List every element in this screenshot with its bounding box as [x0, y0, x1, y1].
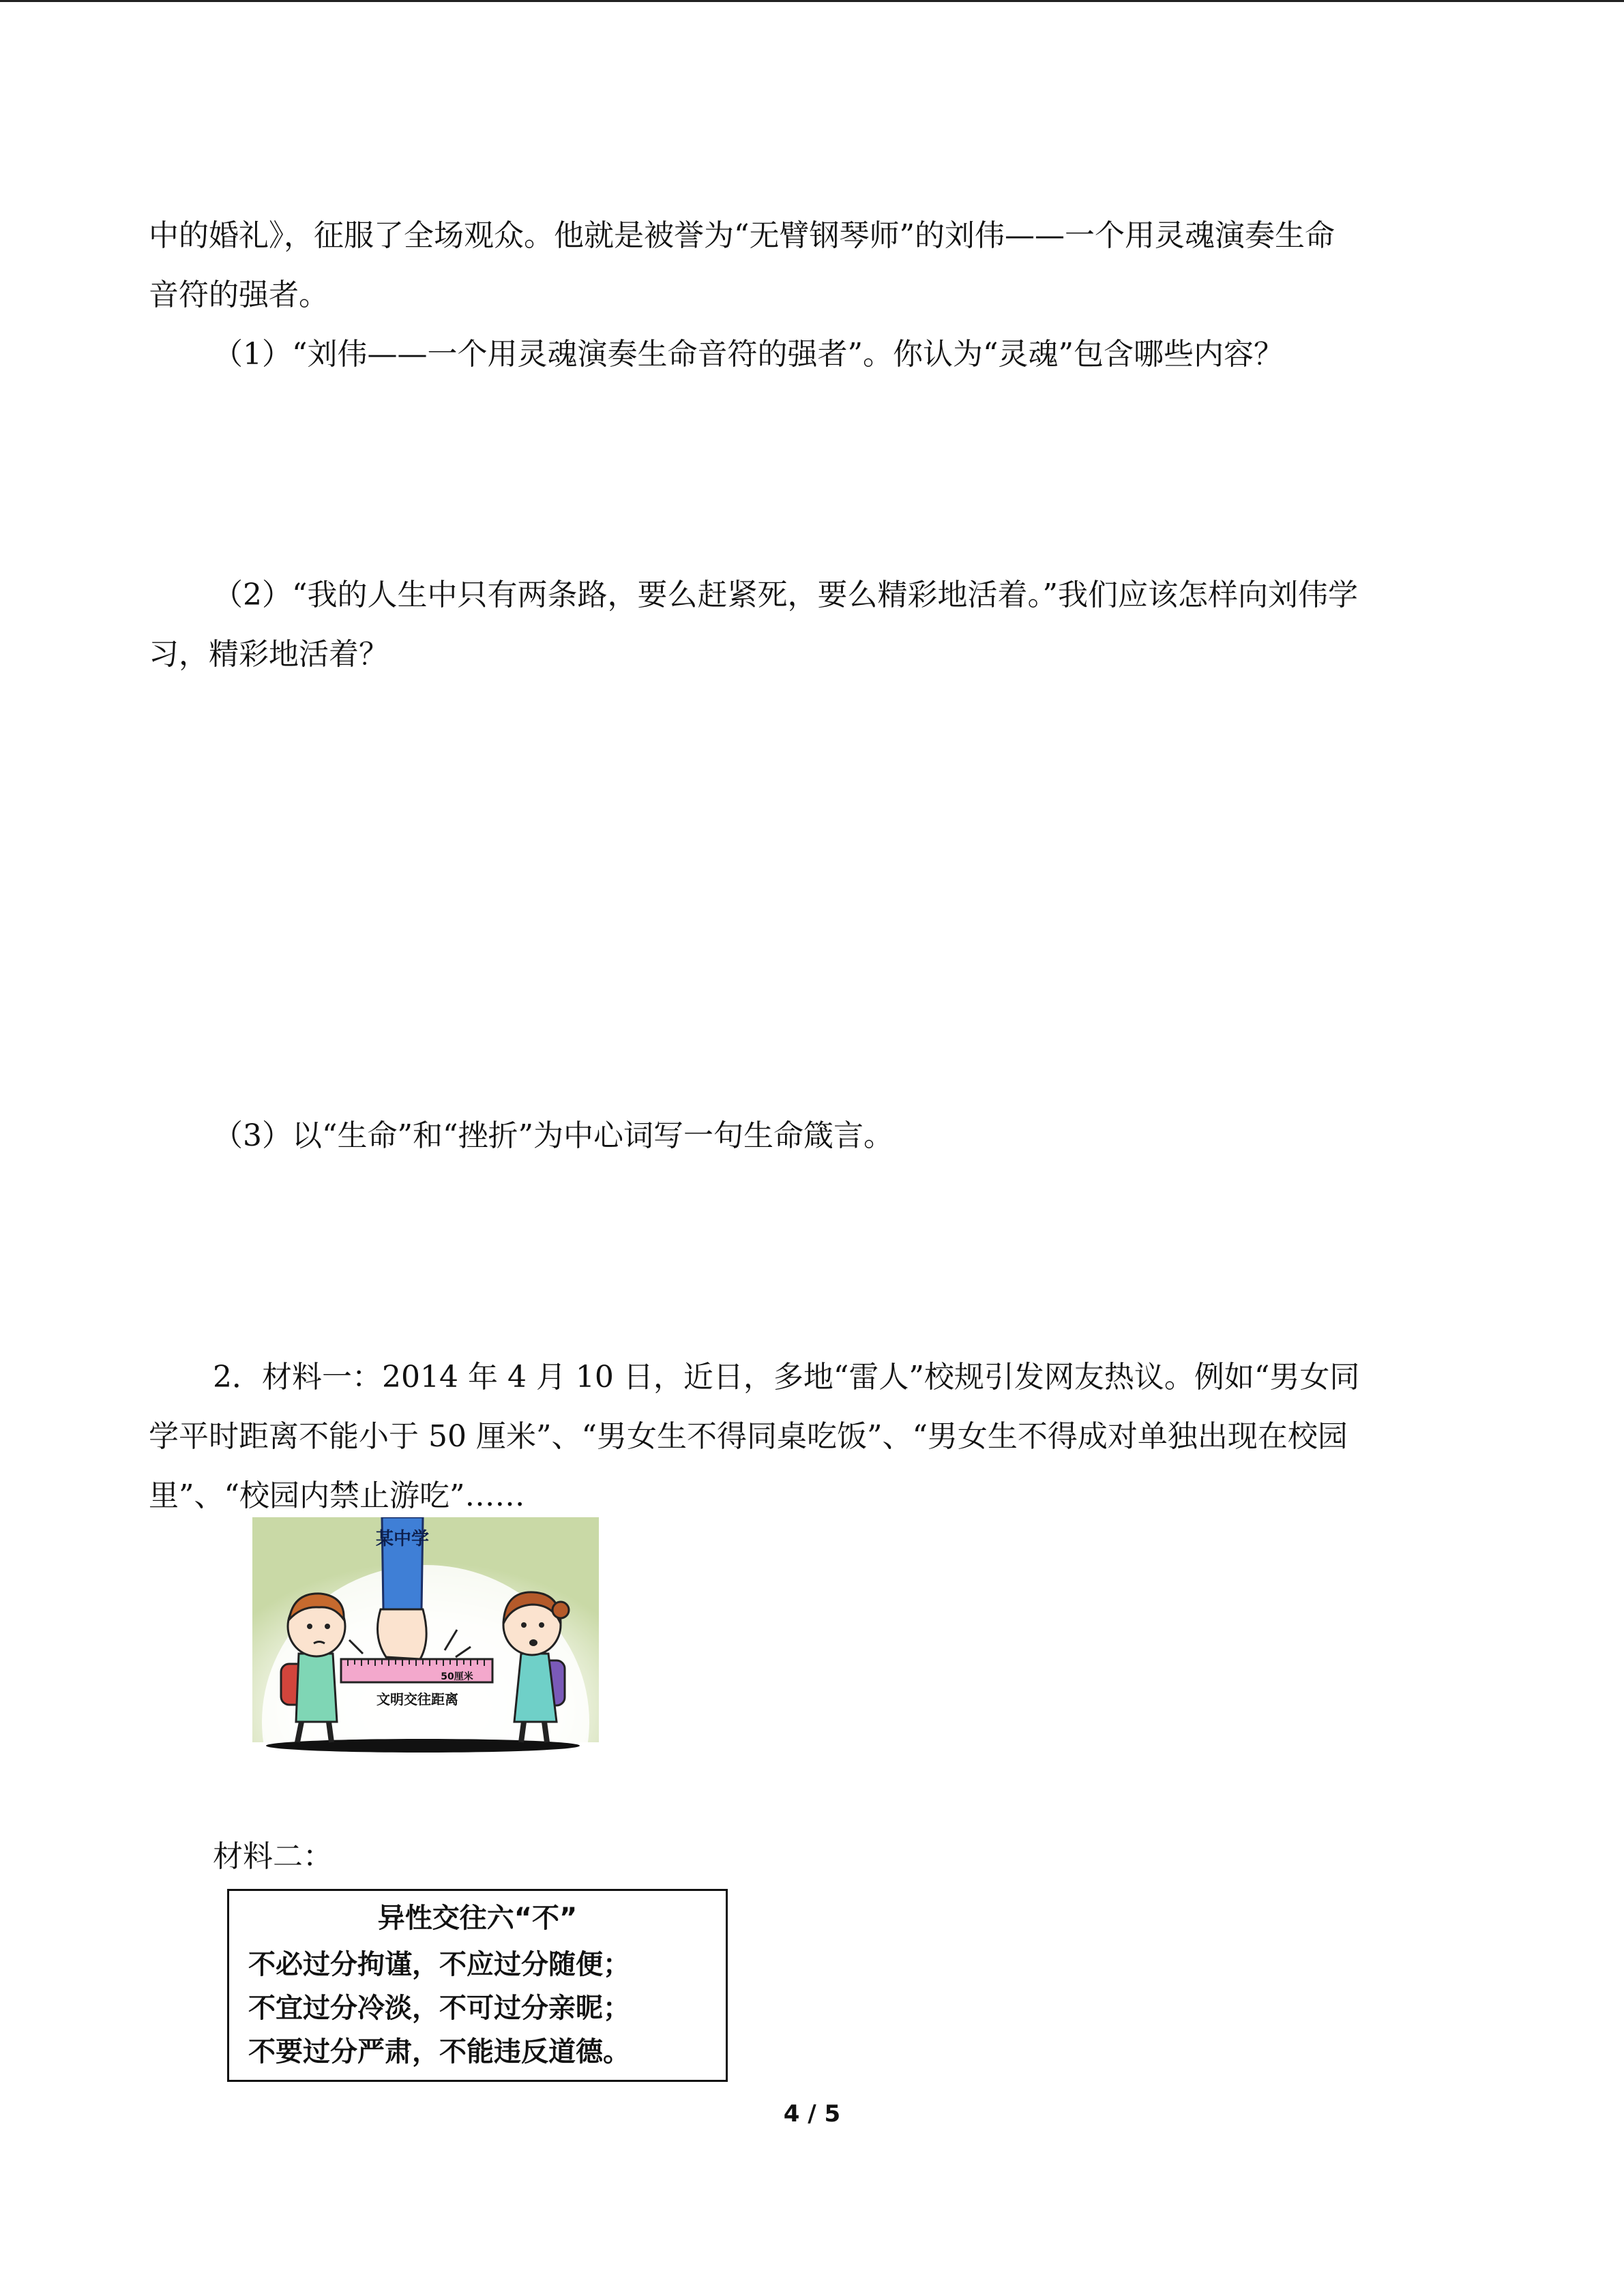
sleeve-label: 某中学 [375, 1529, 430, 1549]
question-2-line-1: （2）“我的人生中只有两条路，要么赶紧死，要么精彩地活着。”我们应该怎样向刘伟学 [213, 578, 1358, 612]
question-1: （1）“刘伟——一个用灵魂演奏生命音符的强者”。你认为“灵魂”包含哪些内容？ [213, 337, 1284, 372]
item-2-line-2: 学平时距离不能小于 50 厘米”、“男女生不得同桌吃饭”、“男女生不得成对单独出现在校园 [149, 1419, 1348, 1454]
page-top-border [0, 0, 1624, 2]
page-number: 4 / 5 [783, 2100, 841, 2128]
cartoon-caption: 文明交往距离 [377, 1691, 458, 1708]
question-3: （3）以“生命”和“挫折”为中心词写一句生命箴言。 [213, 1118, 894, 1153]
material-2-label: 材料二： [213, 1839, 333, 1874]
rules-row: 不宜过分冷淡，不可过分亲昵； [248, 1993, 630, 2024]
rules-row: 不要过分严肃，不能违反道德。 [248, 2036, 630, 2068]
paragraph-line: 音符的强者。 [149, 278, 329, 312]
ruler-label: 50厘米 [441, 1671, 473, 1682]
item-2-line-3: 里”、“校园内禁止游吃”…… [149, 1478, 525, 1513]
gender-interaction-rules-box [227, 1889, 728, 2082]
item-2-line-1: 2．材料一：2014 年 4 月 10 日，近日，多地“雷人”校规引发网友热议。例如“男女同 [213, 1360, 1360, 1395]
school-rule-cartoon [252, 1517, 599, 1756]
question-2-line-2: 习，精彩地活着？ [149, 637, 389, 672]
rules-row: 不必过分拘谨，不应过分随便； [248, 1949, 630, 1980]
paragraph-line: 中的婚礼》，征服了全场观众。他就是被誉为“无臂钢琴师”的刘伟——一个用灵魂演奏生命 [149, 218, 1335, 253]
rules-title: 异性交往六“不” [377, 1903, 578, 1934]
